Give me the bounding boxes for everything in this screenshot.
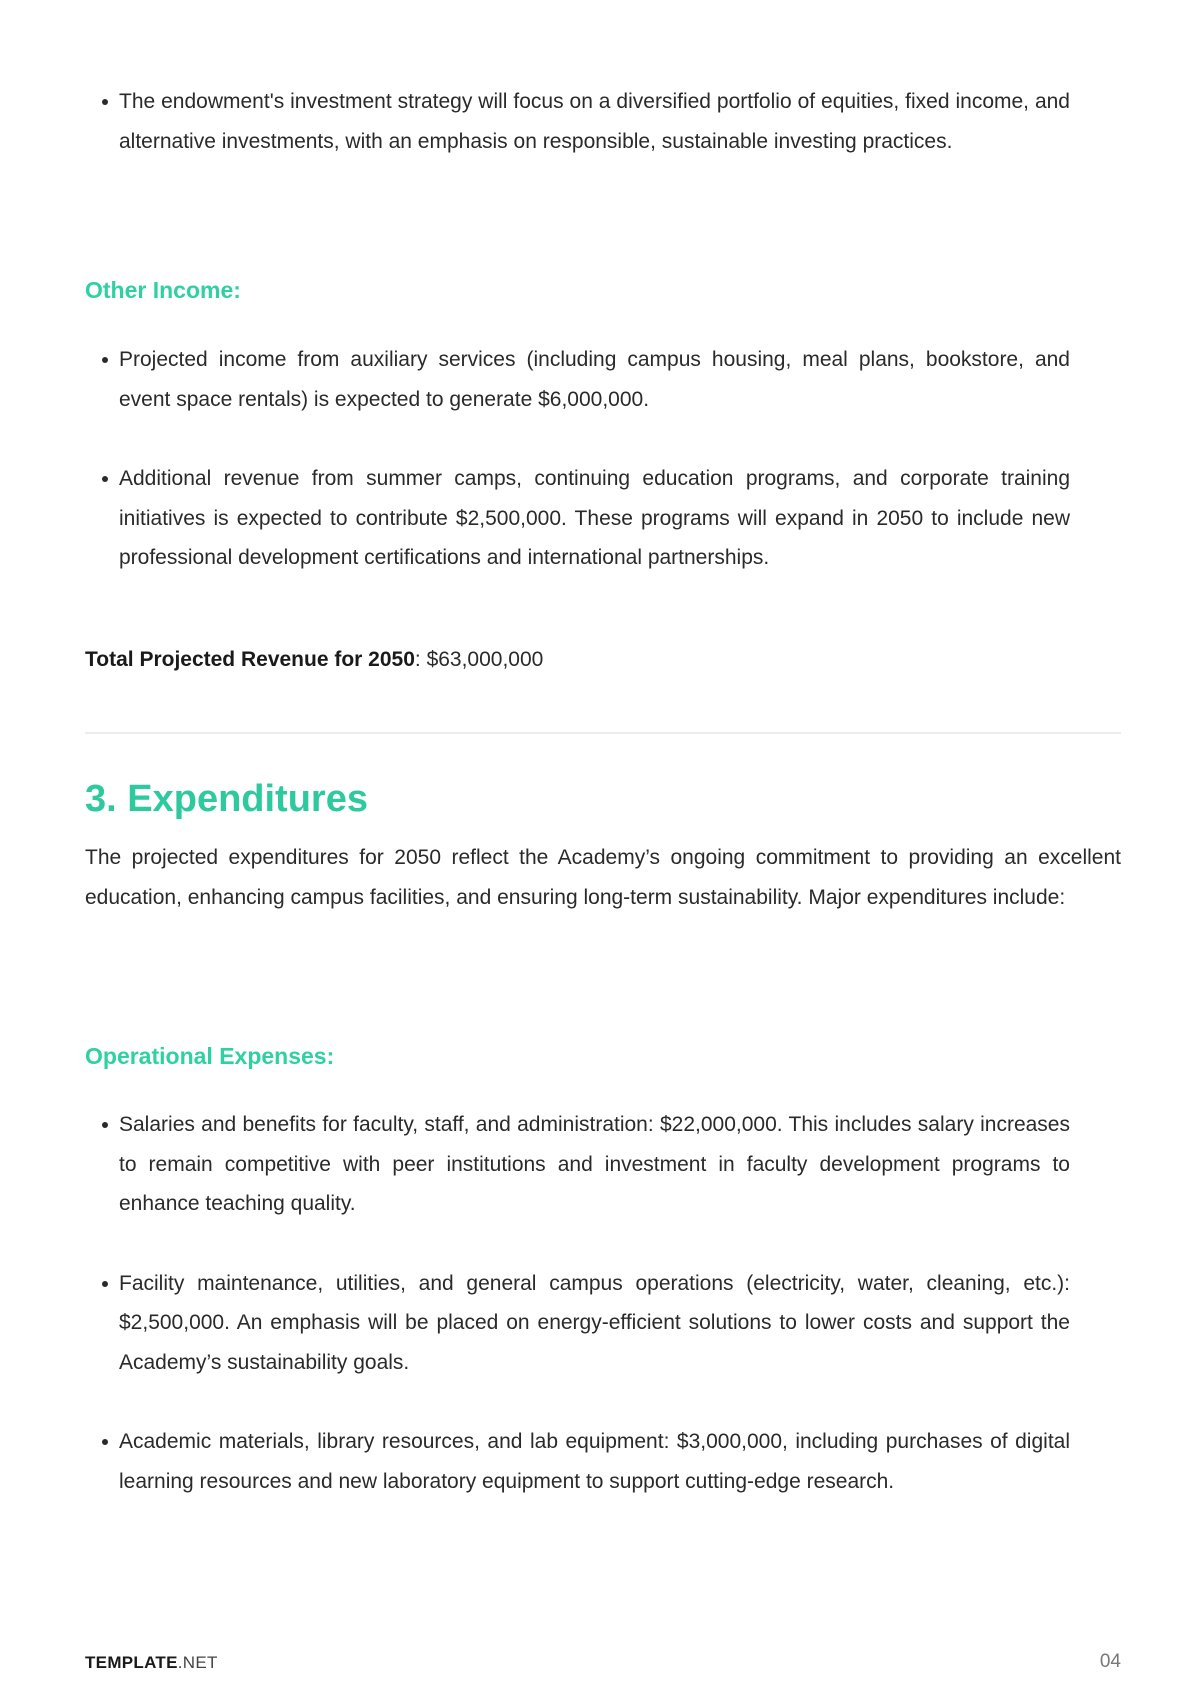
total-revenue-line [85, 648, 543, 672]
list-item [85, 340, 1070, 419]
list-item [85, 1264, 1070, 1383]
endowment-section [85, 82, 1121, 161]
list-item [85, 1105, 1070, 1224]
bullet-icon [102, 99, 108, 105]
footer-tld: .NET [177, 1653, 218, 1672]
bullet-icon [102, 1439, 108, 1445]
total-revenue-label: Total Projected Revenue for 2050 [85, 648, 415, 671]
footer-brand: TEMPLATE [85, 1653, 178, 1672]
footer-logo[interactable] [85, 1653, 218, 1673]
section-title: 3. Expenditures [85, 778, 368, 820]
list-item [85, 459, 1070, 578]
operational-expenses-heading: Operational Expenses: [85, 1043, 335, 1069]
other-income-bullet-list [85, 340, 1070, 578]
other-income-section [85, 340, 1121, 578]
total-revenue-separator: : [414, 648, 427, 671]
operational-expenses-bullet-list [85, 1105, 1070, 1501]
bullet-text: Salaries and benefits for faculty, staff, and administration: $22,000,000. This includes salary increases to remain competitive with peer institutions and investment in faculty development programs to enhance teaching quality. [119, 1113, 1070, 1215]
bullet-text: The endowment's investment strategy will focus on a diversified portfolio of equities, fixed income, and alternative investments, with an emphasis on responsible, sustainable investing practices. [119, 90, 1070, 153]
bullet-text: Additional revenue from summer camps, continuing education programs, and corporate training initiatives is expected to contribute $2,500,000. These programs will expand in 2050 to include new professional development certifications and international partnerships. [119, 467, 1070, 569]
bullet-text: Facility maintenance, utilities, and general campus operations (electricity, water, cleaning, etc.): $2,500,000. An emphasis will be placed on energy-efficient solutions to lower costs and support the Academy’s sustainability goals. [119, 1271, 1070, 1374]
list-item [85, 1422, 1070, 1501]
bullet-icon [102, 357, 108, 363]
section-divider [85, 732, 1121, 734]
bullet-text: Academic materials, library resources, and lab equipment: $3,000,000, including purchases of digital learning resources and new laboratory equipment to support cutting-edge research. [119, 1430, 1070, 1493]
bullet-text: Projected income from auxiliary services (including campus housing, meal plans, bookstore, and event space rentals) is expected to generate $6,000,000. [119, 348, 1070, 411]
operational-expenses-section [85, 1105, 1121, 1501]
total-revenue-value: $63,000,000 [426, 648, 544, 671]
endowment-bullet-list [85, 82, 1070, 161]
list-item [85, 82, 1070, 161]
bullet-icon [102, 1122, 108, 1128]
other-income-heading: Other Income: [85, 277, 241, 303]
page-number: 04 [1099, 1651, 1121, 1672]
expenditures-intro: The projected expenditures for 2050 reflect the Academy’s ongoing commitment to providing an excellent education, enhancing campus facilities, and ensuring long-term sustainability. Major expenditures include: [85, 846, 1121, 909]
bullet-icon [102, 476, 108, 482]
bullet-icon [102, 1281, 108, 1287]
